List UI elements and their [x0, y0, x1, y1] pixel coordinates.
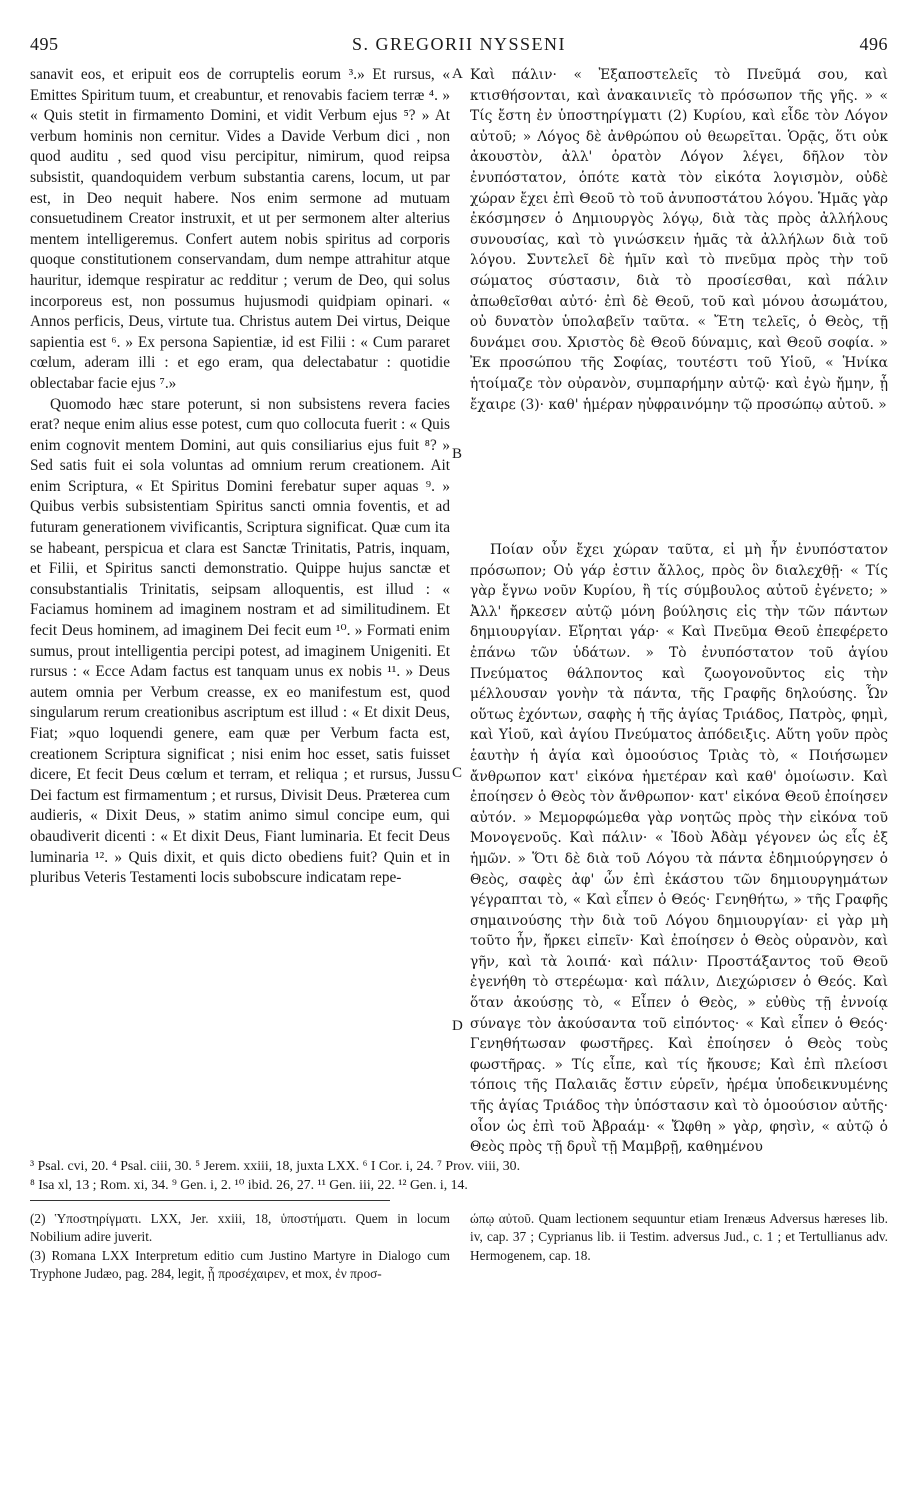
- footnotes-left: [30, 1210, 450, 1284]
- margin-letter-b: B: [452, 446, 463, 462]
- footnote-divider: [30, 1200, 390, 1201]
- running-title: S. GREGORII NYSSENI: [351, 34, 566, 54]
- footnote: (2) Ὑποστηρίγματι. LXX, Jer. xxiii, 18, ὑποστήματι. Quem in locum Nobilium adire juverit.: [30, 1211, 450, 1245]
- greek-paragraph: Ποίαν οὖν ἔχει χώραν ταῦτα, εἰ μὴ ἦν ἐνυπόστατον πρόσωπον; Οὐ γάρ ἐστιν ἄλλος, πρὸς ὃν διαλεχθῇ· « Τίς γὰρ ἔγνω νοῦν Κυρίου, ἢ τίς σύμβουλος αὐτοῦ ἐγένετο; » Ἀλλ' ἤρκεσεν αὐτῷ μόνη βούλησις εἰς τὴν τῶν πάντων δημιουργίαν. Εἴρηται γάρ· « Καὶ Πνεῦμα Θεοῦ ἐπεφέρετο ἐπάνω τῶν ὑδάτων. » Τὸ ἐνυπόστατον τοῦ ἁγίου Πνεύματος θάλποντος καὶ ζωογονοῦντος εἰς τὴν μέλλουσαν γονὴν τὰ πάντα, τῆς Γραφῆς δηλούσης. Ὧν οὕτως ἐχόντων, σαφὴς ἡ τῆς ἁγίας Τριάδος, Πατρὸς, φημὶ, καὶ Υἱοῦ, καὶ ἁγίου Πνεύματος ἀπόδειξις. Αὕτη γοῦν πρὸς ἑαυτὴν ἡ ἁγία καὶ ὁμοούσιος Τριὰς τὸ, « Ποιήσωμεν ἄνθρωπον κατ' εἰκόνα ἡμετέραν καὶ καθ' ὁμοίωσιν. Καὶ ἐποίησεν ὁ Θεὸς τὸν ἄνθρωπον· κατ' εἰκόνα Θεοῦ ἐποίησεν αὐτόν. » Μεμορφώμεθα γὰρ νοητῶς πρὸς τὴν εἰκόνα τοῦ Μονογενοῦς. Καὶ πάλιν· « Ἰδοὺ Ἀδὰμ γέγονεν ὡς εἷς ἐξ ἡμῶν. » Ὅτι δὲ διὰ τοῦ Λόγου τὰ πάντα ἐδημιούργησεν ὁ Θεὸς, σαφὲς ἀφ' ὧν ἐπὶ ἑκάστου τῶν δημιουργημάτων γέγραπται τὸ, « Καὶ εἶπεν ὁ Θεός· Γενηθήτω, » τῆς Γραφῆς σημαινούσης τὴν διὰ τοῦ Λόγου δημιουργίαν· εἰ γὰρ μὴ τοῦτο ἦν, ἤρκει εἰπεῖν· Καὶ ἐποίησεν ὁ Θεὸς οὐρανὸν, καὶ γῆν, καὶ τὰ λοιπά· καὶ πάλιν· Προστάξαντος τοῦ Θεοῦ ἐγενήθη τὸ στερέωμα· καὶ πάλιν, Διεχώρισεν ὁ Θεός. Καὶ ὅταν ἀκούσῃς τὸ, « Εἶπεν ὁ Θεὸς, » εὐθὺς τῇ ἐννοίᾳ σύναγε τὸν ἀκούσαντα τοῦ εἰπόντος· « Καὶ εἶπεν ὁ Θεός· Γενηθήτωσαν φωστῆρες. Καὶ ἐποίησεν ὁ Θεὸς τοὺς φωστῆρας. » Τίς εἶπε, καὶ τίς ἤκουσε; Καὶ ἐπὶ πλείοσι τόποις τῆς Παλαιᾶς ἔστιν εὑρεῖν, ἠρέμα ὑποδεικνυμένης τῆς ἁγίας Τριάδος τὴν ὑπόστασιν καὶ τὸ ὁμοούσιον αὐτῆς· οἷον ὡς ἐπὶ τοῦ Ἀβραάμ· « Ὤφθη » γὰρ, φησὶν, « αὐτῷ ὁ Θεὸς πρὸς τῇ δρυῒ τῇ Μαμβρῇ, καθημένου: [470, 542, 888, 1156]
- margin-letter-d: D: [452, 1018, 463, 1034]
- greek-column-lower: [470, 540, 888, 1158]
- footnotes-right: [470, 1210, 888, 1265]
- running-header: [30, 34, 888, 60]
- greek-column-upper: [470, 65, 888, 415]
- margin-letter-c: C: [452, 765, 463, 781]
- page-number-right: 496: [859, 34, 888, 54]
- scripture-references: [30, 1156, 888, 1194]
- scripture-reference-line: ³ Psal. cvi, 20. ⁴ Psal. ciii, 30. ⁵ Jerem. xxiii, 18, juxta LXX. ⁶ I Cor. i, 24. ⁷ Prov. viii, 30.: [30, 1158, 521, 1173]
- margin-letter-a: A: [452, 66, 463, 82]
- greek-paragraph: Καὶ πάλιν· « Ἐξαποστελεῖς τὸ Πνεῦμά σου, καὶ κτισθήσονται, καὶ ἀνακαινιεῖς τὸ πρόσωπον τῆς γῆς. » « Τίς ἔστη ἐν ὑποστηρίγματι (2) Κυρίου, καὶ εἶδε τὸν Λόγον αὐτοῦ; » Λόγος δὲ ἀνθρώπου οὐ θεωρεῖται. Ὁρᾷς, ὅτι οὐκ ἀκουστὸν, ἀλλ' ὁρατὸν Λόγον λέγει, δῆλον τὸν ἐνυπόστατον, ὁπότε κατὰ τὸν εἰκότα λογισμὸν, οὐδὲ χώραν ἔχει ἐπὶ Θεοῦ τὸ τοῦ ἀνυποστάτου λόγου. Ἡμᾶς γὰρ ἐκόσμησεν ὁ Δημιουργὸς λόγῳ, διὰ τὰς πρὸς ἀλλήλους συνουσίας, καὶ τὸ γινώσκειν ἡμᾶς τὰ ἀλλήλων διὰ τοῦ λόγου. Συντελεῖ δὲ ἡμῖν καὶ τὸ πνεῦμα πρὸς τὴν τοῦ σώματος σύστασιν, διὰ τὸ προσίεσθαι, καὶ πάλιν ἀπωθεῖσθαι αὐτό· ἐπὶ δὲ Θεοῦ, τοῦ καὶ μόνου ἀσωμάτου, οὐ δυνατὸν ὑπολαβεῖν ταῦτα. « Ἔτη τελεῖς, ὁ Θεὸς, τῇ δυνάμει σου. Χριστὸς δὲ Θεοῦ δύναμις, καὶ Θεοῦ σοφία. » Ἐκ προσώπου τῆς Σοφίας, τουτέστι τοῦ Υἱοῦ, « Ἡνίκα ἡτοίμαζε τὸν οὐρανὸν, συμπαρήμην αὐτῷ· καὶ ἐγὼ ἤμην, ᾗ ἔχαιρε (3)· καθ' ἡμέραν ηὐφραινόμην τῷ προσώπῳ αὐτοῦ. »: [470, 67, 888, 413]
- footnote: ώπῳ αὐτοῦ. Quam lectionem sequuntur etiam Irenæus Adversus hæreses lib. iv, cap. 37 ; Cyprianus lib. ii Testim. adversus Jud., c. 1 ; et Tertullianus adv. Hermogenem, cap. 18.: [470, 1211, 888, 1263]
- latin-paragraph: sanavit eos, et eripuit eos de corruptelis eorum ³.» Et rursus, « Emittes Spiritum tuum, et creabuntur, et renovabis faciem terræ ⁴. » « Quis stetit in firmamento Domini, et vidit Verbum ejus ⁵? » At verbum hominis non cernitur. Vides a Davide Verbum dici , non quod auditu , sed quod visu percipitur, nimirum, quod reipsa subsistit, quandoquidem verbum substantia carens, locum, ut par est, in Deo nequit habere. Nos enim sermone ad mutuam consuetudinem Creator instruxit, et ut per sermonem alter alterius mentem intelligeremus. Confert autem nobis spiritus ad corporis quoque constitutionem conservandam, dum nempe attrahitur atque hauritur, idemque respiratur ac redditur ; verum de Deo, qui solus incorporeus est, non possumus hujusmodi quidpiam opinari. « Annos perficis, Deus, virtute tua. Christus autem Dei virtus, Deique sapientia est ⁶. » Ex persona Sapientiæ, id est Filii : « Cum pararet cœlum, aderam illi : et ego eram, qua delectabatur : quotidie oblectabar facie ejus ⁷.»: [30, 66, 450, 392]
- latin-paragraph: Quomodo hæc stare poterunt, si non subsistens revera facies erat? neque enim alius esse potest, cum quo collocuta fuerit : « Quis enim cognovit mentem Domini, aut quis consiliarius ejus fuit ⁸? » Sed satis fuit ei sola voluntas ad omnium rerum creationem. Ait enim Scriptura, « Et Spiritus Domini ferebatur super aquas ⁹. » Quibus verbis subsistentiam Spiritus sancti omnia foventis, et ad futuram generationem vivificantis, Scriptura significat. Quæ cum ita se habeant, perspicua et clara est Sanctæ Trinitatis, Patris, inquam, et Filii, et Spiritus sancti demonstratio. Quippe hujus sanctæ et consubstantialis Trinitatis, seipsam alloquentis, est illud : « Faciamus hominem ad imaginem nostram et ad similitudinem. Et fecit Deus hominem, ad imaginem Dei fecit eum ¹⁰. » Formati enim sumus, prout intelligentia percipi potest, ad imaginem Unigeniti. Et rursus : « Ecce Adam factus est tanquam unus ex nobis ¹¹. » Deus autem omnia per Verbum creasse, ex eo manifestum est, quod singularum rerum creationibus ascriptum est illud : « Et dixit Deus, Fiat; »quo loquendi genere, eam quæ per Verbum facta est, creationem Scriptura significat ; nisi enim hoc esset, satis fuisset dicere, Et fecit Deus cœlum et terram, et reliqua ; et rursus, Jussu Dei factum est firmamentum ; et rursus, Divisit Deus. Præterea cum audieris, « Dixit Deus, » statim animo simul concipe eum, qui obaudiverit dicenti : « Et dixit Deus, Fiant luminaria. Et fecit Deus luminaria ¹². » Quis dixit, et quis dicto obediens fuit? Quin et in pluribus Veteris Testamenti locis subobscure indicatam repe-: [30, 395, 450, 887]
- scripture-reference-line: ⁸ Isa xl, 13 ; Rom. xi, 34. ⁹ Gen. i, 2. ¹⁰ ibid. 26, 27. ¹¹ Gen. iii, 22. ¹² Gen. i, 14.: [30, 1177, 468, 1192]
- footnote: (3) Romana LXX Interpretum editio cum Justino Martyre in Dialogo cum Tryphone Judæo, pag. 284, legit, ᾗ προσέχαιρεν, et mox, ἐν προσ-: [30, 1247, 450, 1282]
- page-number-left: 495: [30, 34, 59, 54]
- latin-column: [30, 65, 450, 889]
